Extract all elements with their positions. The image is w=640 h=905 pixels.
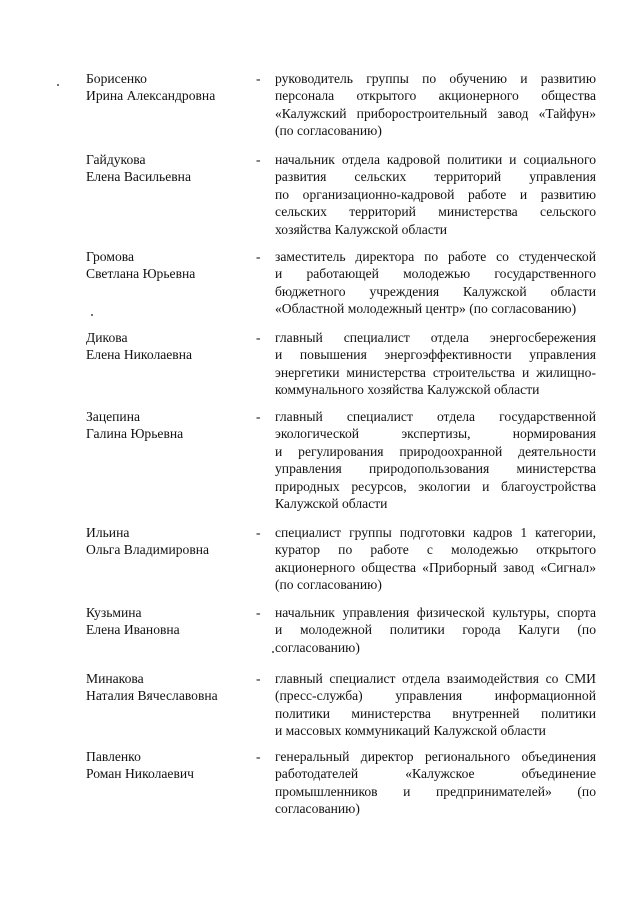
dash-separator: -	[256, 749, 261, 764]
person-name	[86, 70, 256, 104]
role-line: «Областной молодежный центр» (по согласованию)	[275, 301, 577, 317]
role-line: персонала открытого акционерного общества	[275, 88, 596, 104]
role-line: специалист группы подготовки кадров 1 категории,	[275, 525, 596, 540]
role-line: и работающей молодежью государственного	[275, 266, 596, 282]
surname: Минакова	[86, 671, 144, 686]
role-line: (по согласованию)	[275, 577, 382, 593]
role-line: куратор по работе с молодежью открытого	[275, 542, 596, 558]
role-line: главный специалист отдела государственной	[275, 409, 596, 424]
given-names: Ирина Александровна	[86, 88, 216, 103]
role-line: и массовых коммуникаций Калужской области	[275, 723, 546, 739]
role-line: главный специалист отдела энергосбережения	[275, 330, 596, 345]
person-name	[86, 248, 256, 282]
role-line: природных ресурсов, экологии и благоустройства	[275, 478, 596, 494]
surname: Кузьмина	[86, 605, 142, 620]
given-names: Светлана Юрьевна	[86, 266, 196, 281]
person-name	[86, 670, 256, 704]
role-line: работодателей «Калужское объединение	[275, 766, 596, 782]
position-description	[275, 748, 596, 818]
surname: Борисенко	[86, 71, 147, 86]
role-line: и молодежной политики города Калуги (по	[275, 622, 596, 638]
role-line: согласованию)	[275, 639, 360, 655]
person-name	[86, 329, 256, 363]
surname: Гайдукова	[86, 152, 146, 167]
surname: Громова	[86, 249, 135, 264]
role-line: заместитель директора по работе со студенческой	[275, 249, 596, 264]
role-line: (по согласованию)	[275, 123, 382, 139]
role-line: политики министерства внутренней политики	[275, 705, 596, 721]
role-line: и повышения энергоэффективности управления	[275, 347, 596, 363]
dash-separator: -	[256, 671, 261, 686]
dash-separator: -	[256, 152, 261, 167]
person-name	[86, 524, 256, 558]
role-line: главный специалист отдела взаимодействия со СМИ	[275, 671, 596, 686]
dash-separator: -	[256, 605, 261, 620]
position-description	[275, 329, 596, 399]
role-line: промышленников и предпринимателей» (по	[275, 783, 596, 799]
given-names: Роман Николаевич	[86, 766, 194, 781]
position-description	[275, 151, 596, 238]
role-line: «Калужский приборостроительный завод «Тайфун»	[275, 105, 596, 121]
role-line: акционерного общества «Приборный завод «Сигнал»	[275, 559, 596, 575]
given-names: Галина Юрьевна	[86, 426, 184, 441]
dash-separator: -	[256, 525, 261, 540]
dash-separator: -	[256, 249, 261, 264]
given-names: Елена Николаевна	[86, 347, 193, 362]
role-line: и регулирования природоохранной деятельности	[275, 443, 596, 459]
person-name	[86, 408, 256, 442]
role-line: хозяйства Калужской области	[275, 221, 448, 237]
dash-separator: -	[256, 71, 261, 86]
role-line: генеральный директор регионального объединения	[275, 749, 596, 764]
role-line: энергетики министерства строительства и жилищно-	[275, 364, 596, 380]
surname: Ильина	[86, 525, 130, 540]
role-line: согласованию)	[275, 801, 360, 817]
position-description	[275, 248, 596, 318]
role-line: по организационно-кадровой работе и развитию	[275, 186, 596, 202]
surname: Павленко	[86, 749, 141, 764]
given-names: Наталия Вячеславовна	[86, 688, 218, 703]
position-description	[275, 70, 596, 140]
scan-speck	[57, 84, 59, 86]
role-line: Калужской области	[275, 496, 388, 512]
dash-separator: -	[256, 330, 261, 345]
position-description	[275, 604, 596, 656]
surname: Зацепина	[86, 409, 141, 424]
role-line: бюджетного учреждения Калужской области	[275, 283, 596, 299]
role-line: управления природопользования министерства	[275, 461, 596, 477]
position-description	[275, 408, 596, 512]
given-names: Ольга Владимировна	[86, 542, 210, 557]
position-description	[275, 670, 596, 740]
role-line: сельских территорий министерства сельского	[275, 204, 596, 220]
given-names: Елена Васильевна	[86, 169, 191, 184]
person-name	[86, 748, 256, 782]
scan-speck	[91, 314, 93, 316]
role-line: начальник управления физической культуры, спорта	[275, 605, 596, 620]
role-line: развития сельских территорий управления	[275, 169, 596, 185]
given-names: Елена Ивановна	[86, 622, 180, 637]
role-line: руководитель группы по обучению и развитию	[275, 71, 596, 86]
role-line: экологической экспертизы, нормирования	[275, 426, 596, 442]
role-line: коммунального хозяйства Калужской области	[275, 382, 540, 398]
surname: Дикова	[86, 330, 128, 345]
role-line: начальник отдела кадровой политики и социального	[275, 152, 596, 167]
position-description	[275, 524, 596, 594]
person-name	[86, 604, 256, 638]
person-name	[86, 151, 256, 185]
dash-separator: -	[256, 409, 261, 424]
scan-speck	[272, 651, 274, 653]
role-line: (пресс-служба) управления информационной	[275, 688, 596, 704]
